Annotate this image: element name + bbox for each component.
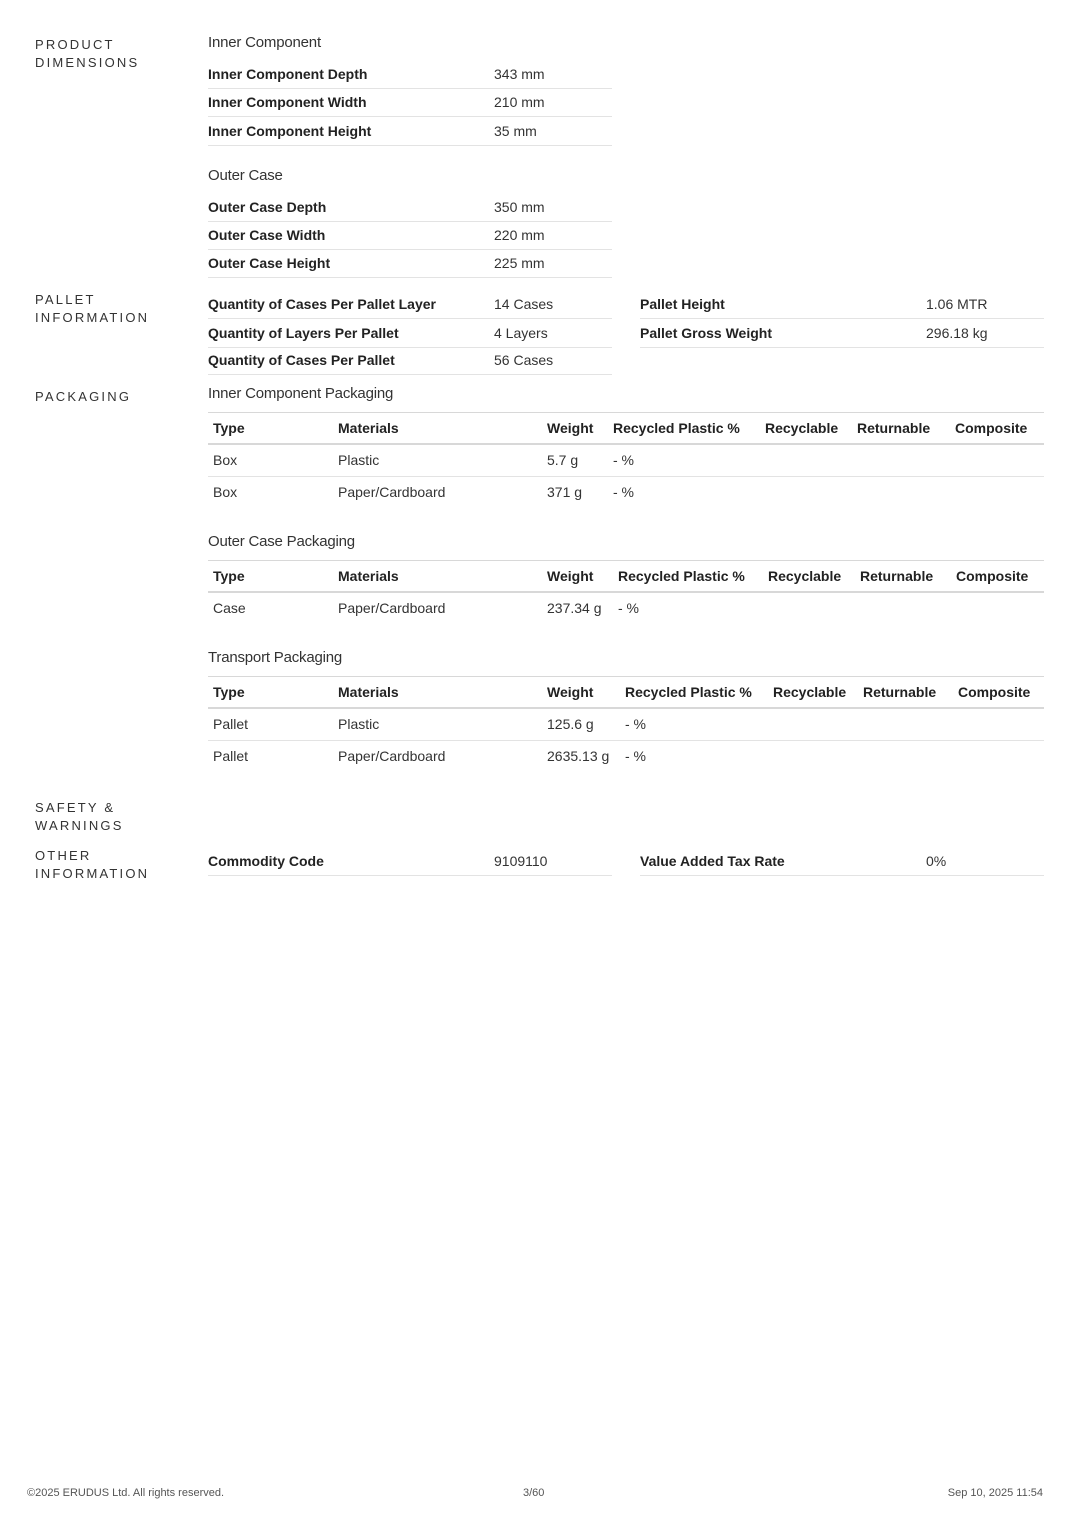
- header-composite: Composite: [958, 684, 1031, 700]
- section-label-pallet-information: PALLET INFORMATION: [35, 292, 150, 325]
- inner-height-row: [208, 118, 612, 146]
- outer-packaging-table: [208, 560, 1044, 625]
- table-row: [208, 709, 1044, 741]
- cell-materials: Paper/Cardboard: [338, 484, 446, 500]
- header-materials: Materials: [338, 420, 399, 436]
- transport-packaging-table: [208, 676, 1044, 773]
- footer-timestamp: Sep 10, 2025 11:54: [947, 1487, 1043, 1499]
- row-value: 56 Cases: [494, 352, 554, 368]
- transport-packaging-heading: Transport Packaging: [208, 649, 343, 666]
- row-value: 210 mm: [494, 94, 545, 110]
- header-recyclable: Recyclable: [773, 684, 847, 700]
- layers-per-pallet-row: [208, 320, 612, 348]
- cases-per-pallet-row: [208, 347, 612, 375]
- header-recycled-plastic: Recycled Plastic %: [625, 684, 752, 700]
- row-value: 9109110: [494, 853, 548, 869]
- vat-rate-row: [640, 848, 1044, 876]
- cell-type: Case: [213, 600, 246, 616]
- table-row: [208, 477, 1044, 509]
- inner-packaging-table: [208, 412, 1044, 509]
- row-value: 4 Layers: [494, 325, 548, 341]
- outer-height-row: [208, 250, 612, 278]
- cell-materials: Paper/Cardboard: [338, 748, 446, 764]
- cell-materials: Paper/Cardboard: [338, 600, 446, 616]
- header-type: Type: [213, 684, 245, 700]
- header-recycled-plastic: Recycled Plastic %: [618, 568, 745, 584]
- row-label: Pallet Gross Weight: [640, 325, 772, 341]
- row-label: Quantity of Layers Per Pallet: [208, 325, 399, 341]
- table-header-row: [208, 677, 1044, 709]
- header-returnable: Returnable: [857, 420, 931, 436]
- table-row: [208, 593, 1044, 625]
- header-composite: Composite: [956, 568, 1029, 584]
- cell-materials: Plastic: [338, 452, 380, 468]
- outer-case-heading: Outer Case: [208, 167, 283, 184]
- header-weight: Weight: [547, 420, 594, 436]
- cell-weight: 2635.13 g: [547, 748, 610, 764]
- row-value: 35 mm: [494, 123, 537, 139]
- cell-recycled-plastic: - %: [618, 600, 639, 616]
- row-label: Inner Component Width: [208, 94, 367, 110]
- header-weight: Weight: [547, 684, 594, 700]
- row-value: 343 mm: [494, 66, 545, 82]
- row-label: Outer Case Depth: [208, 199, 327, 215]
- header-weight: Weight: [547, 568, 594, 584]
- table-header-row: [208, 561, 1044, 593]
- header-composite: Composite: [955, 420, 1028, 436]
- header-type: Type: [213, 420, 245, 436]
- section-label-safety-warnings: SAFETY & WARNINGS: [35, 800, 124, 833]
- header-returnable: Returnable: [863, 684, 937, 700]
- footer-copyright: ©2025 ERUDUS Ltd. All rights reserved.: [27, 1487, 225, 1499]
- cell-recycled-plastic: - %: [625, 716, 646, 732]
- row-value: 225 mm: [494, 255, 545, 271]
- section-label-product-dimensions: PRODUCT DIMENSIONS: [35, 37, 140, 70]
- header-returnable: Returnable: [860, 568, 934, 584]
- header-recycled-plastic: Recycled Plastic %: [613, 420, 740, 436]
- cell-recycled-plastic: - %: [613, 452, 634, 468]
- inner-width-row: [208, 89, 612, 117]
- cell-materials: Plastic: [338, 716, 380, 732]
- row-label: Inner Component Height: [208, 123, 372, 139]
- row-value: 220 mm: [494, 227, 545, 243]
- cell-weight: 125.6 g: [547, 716, 594, 732]
- inner-packaging-heading: Inner Component Packaging: [208, 385, 394, 402]
- section-label-other-information: OTHER INFORMATION: [35, 848, 150, 881]
- row-label: Inner Component Depth: [208, 66, 368, 82]
- row-value: 1.06 MTR: [926, 296, 988, 312]
- header-recyclable: Recyclable: [768, 568, 842, 584]
- cell-weight: 5.7 g: [547, 452, 579, 468]
- header-materials: Materials: [338, 684, 399, 700]
- outer-depth-row: [208, 194, 612, 222]
- outer-packaging-heading: Outer Case Packaging: [208, 533, 355, 550]
- header-materials: Materials: [338, 568, 399, 584]
- cell-type: Pallet: [213, 716, 249, 732]
- pallet-height-row: [640, 291, 1044, 319]
- cell-type: Pallet: [213, 748, 249, 764]
- row-value: 350 mm: [494, 199, 545, 215]
- row-label: Outer Case Width: [208, 227, 326, 243]
- row-label: Outer Case Height: [208, 255, 331, 271]
- section-label-packaging: PACKAGING: [35, 389, 132, 404]
- row-label: Quantity of Cases Per Pallet Layer: [208, 296, 436, 312]
- table-row: [208, 445, 1044, 477]
- row-label: Quantity of Cases Per Pallet: [208, 352, 395, 368]
- outer-width-row: [208, 222, 612, 250]
- row-value: 296.18 kg: [926, 325, 988, 341]
- cell-type: Box: [213, 452, 238, 468]
- row-label: Commodity Code: [208, 853, 324, 869]
- row-label: Value Added Tax Rate: [640, 853, 785, 869]
- table-header-row: [208, 413, 1044, 445]
- pallet-gross-weight-row: [640, 320, 1044, 348]
- cell-weight: 371 g: [547, 484, 583, 500]
- row-value: 14 Cases: [494, 296, 554, 312]
- header-recyclable: Recyclable: [765, 420, 839, 436]
- cell-type: Box: [213, 484, 238, 500]
- cell-recycled-plastic: - %: [613, 484, 634, 500]
- footer-page-number: 3/60: [523, 1487, 545, 1499]
- commodity-code-row: [208, 848, 612, 876]
- cell-weight: 237.34 g: [547, 600, 602, 616]
- row-label: Pallet Height: [640, 296, 725, 312]
- inner-depth-row: [208, 61, 612, 89]
- header-type: Type: [213, 568, 245, 584]
- table-row: [208, 741, 1044, 773]
- row-value: 0%: [926, 853, 947, 869]
- cases-per-layer-row: [208, 291, 612, 319]
- cell-recycled-plastic: - %: [625, 748, 646, 764]
- inner-component-heading: Inner Component: [208, 34, 321, 51]
